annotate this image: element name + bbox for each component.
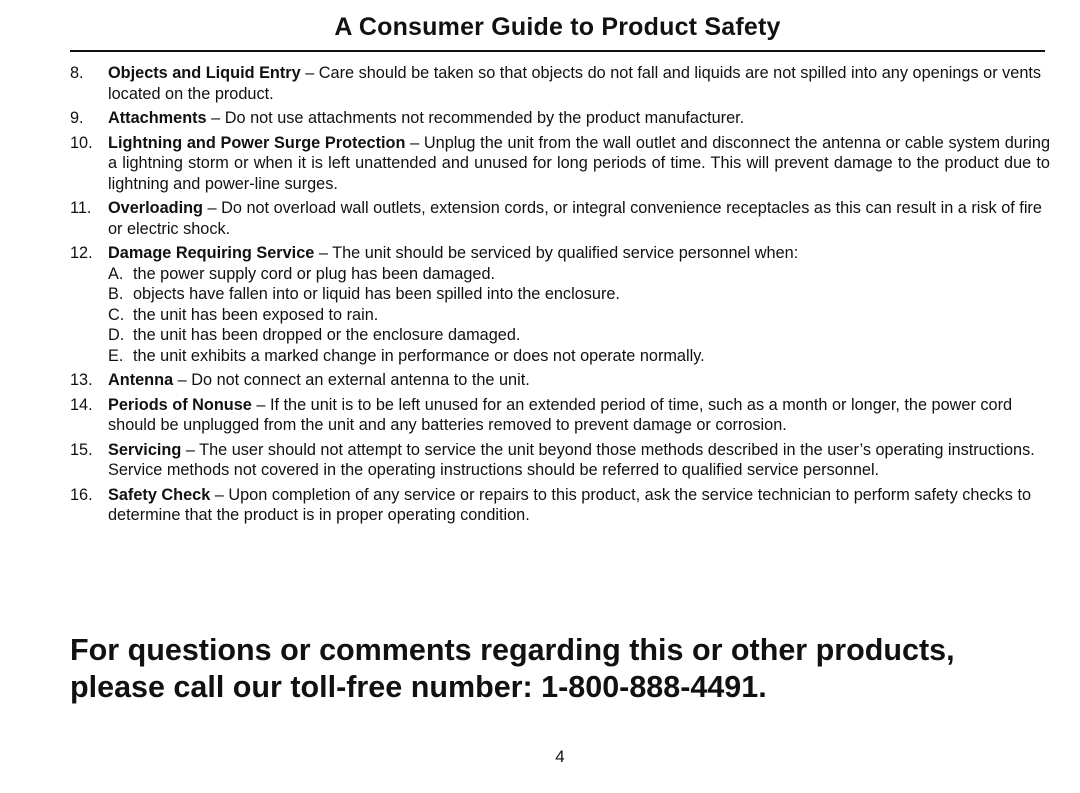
sub-item-text: the unit has been dropped or the enclosure damaged. [133,326,521,344]
item-heading: Objects and Liquid Entry [108,64,301,82]
item-text: – Do not connect an external antenna to the unit. [173,371,530,389]
item-number: 10. [70,133,93,152]
item-heading: Lightning and Power Surge Protection [108,133,406,152]
contact-notice [70,632,1060,706]
contact-notice-line-1: For questions or comments regarding this or other products, [70,633,955,667]
item-text: – Unplug the unit from the wall outlet and disconnect the antenna or cable system during a lightning storm or when it is left unattended and unused for long periods of time. This will prevent damage to the product due to lightning and power-line surges. [108,133,1050,193]
item-number: 9. [70,109,84,127]
item-text: – The user should not attempt to service the unit beyond those methods described in the user’s operating instructions. Service methods not covered in the operating instructions should be referred to qualified service personnel. [108,440,1035,479]
contact-notice-line-2: please call our toll-free number: 1-800-888-4491. [70,670,767,704]
item-number: 15. [70,440,93,459]
page-title: A Consumer Guide to Product Safety [334,13,781,41]
item-number: 14. [70,395,93,414]
item-text: – Do not overload wall outlets, extension cords, or integral convenience receptacles as this can result in a risk of fire or electric shock. [108,199,1042,238]
item-number: 13. [70,371,93,389]
item-text: – Do not use attachments not recommended by the product manufacturer. [206,109,745,127]
safety-item-13 [70,370,1050,391]
safety-item-16 [70,485,1050,526]
item-heading: Damage Requiring Service [108,244,315,262]
safety-item-10 [70,133,1050,195]
item-number: 12. [70,244,93,262]
item-heading: Antenna [108,371,174,389]
safety-item-11 [70,198,1050,239]
item-text: – Care should be taken so that objects do not fall and liquids are not spilled into any openings or vents located on the product. [108,64,1042,103]
safety-item-12 [70,243,1050,366]
sub-item-a [108,264,1050,285]
sub-item-e [108,346,1050,367]
item-heading: Overloading [108,199,203,217]
item-heading: Servicing [108,440,182,459]
safety-item-9 [70,108,1050,129]
item-text: – Upon completion of any service or repairs to this product, ask the service technician to perform safety checks to determine that the product is in proper operating condition. [108,485,1032,524]
item-heading: Safety Check [108,485,211,504]
item-text: – If the unit is to be left unused for an extended period of time, such as a month or longer, the power cord should be unplugged from the unit and any batteries removed to prevent damage or corrosion. [108,395,1013,434]
safety-list [70,63,1050,530]
sub-item-letter: E. [108,346,124,365]
page-number: 4 [555,747,565,766]
sub-item-d [108,325,1050,346]
sub-item-letter: D. [108,326,125,344]
title-divider [70,50,1045,52]
sub-item-b [108,284,1050,305]
item-text: – The unit should be serviced by qualified service personnel when: [314,244,799,262]
item-heading: Attachments [108,109,207,127]
sub-item-letter: A. [108,264,124,283]
sub-item-c [108,305,1050,326]
sub-item-letter: C. [108,305,125,324]
safety-item-15 [70,440,1050,481]
safety-item-14 [70,395,1050,436]
item-number: 16. [70,485,93,504]
sub-item-text: objects have fallen into or liquid has been spilled into the enclosure. [133,285,620,303]
safety-item-8 [70,63,1050,104]
sub-item-text: the power supply cord or plug has been damaged. [133,264,496,283]
sub-item-text: the unit exhibits a marked change in performance or does not operate normally. [133,346,705,365]
item-number: 11. [70,199,92,217]
sub-item-letter: B. [108,285,124,303]
item-number: 8. [70,64,84,82]
item-heading: Periods of Nonuse [108,395,252,414]
sub-item-text: the unit has been exposed to rain. [133,305,379,324]
